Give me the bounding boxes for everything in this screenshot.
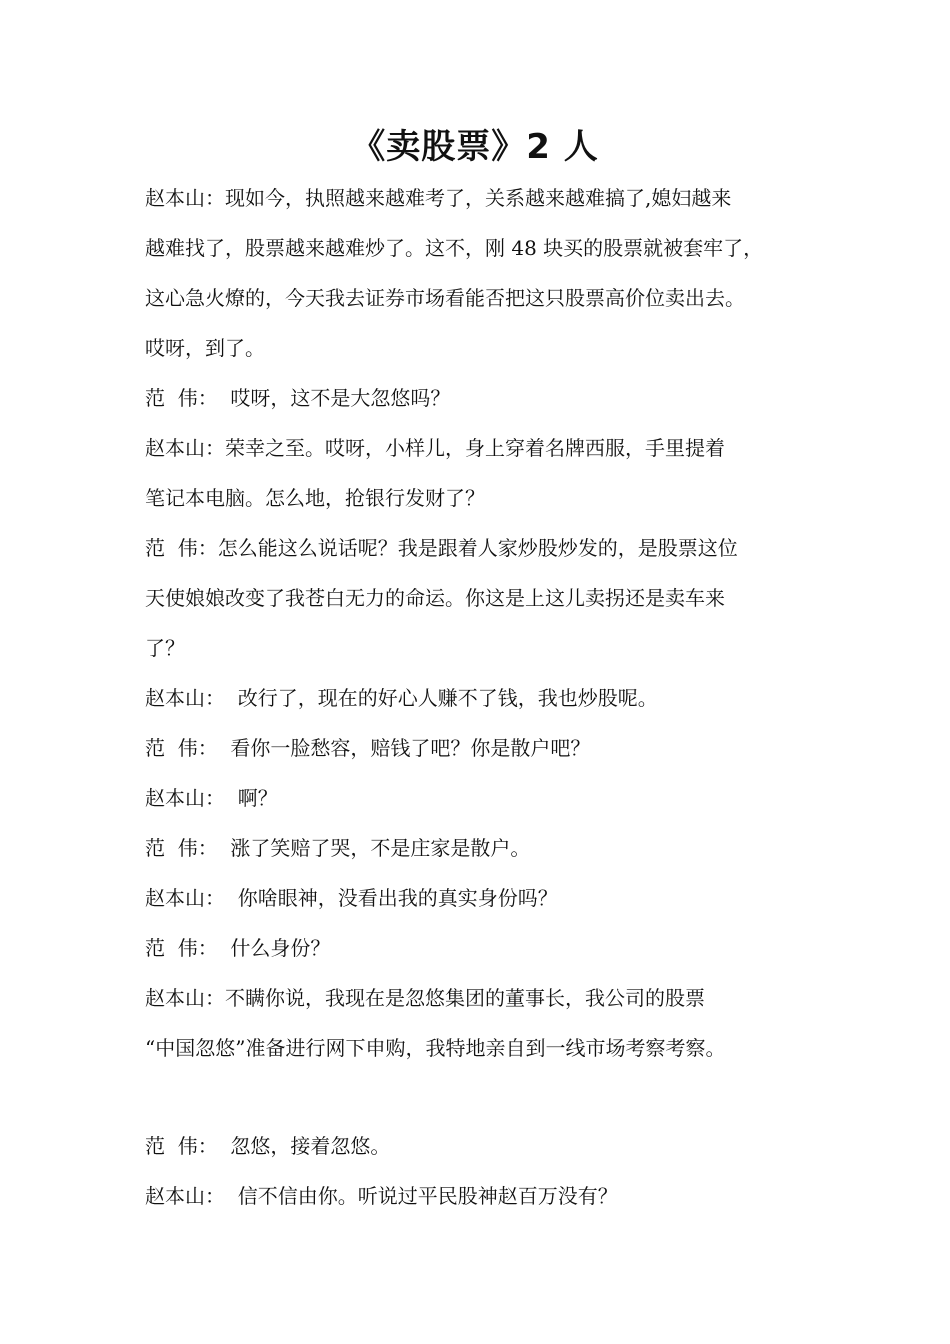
script-line: 了？ <box>145 636 185 660</box>
script-line: 哎呀，到了。 <box>145 336 265 360</box>
script-line: 越难找了，股票越来越难炒了。这不，刚 48 块买的股票就被套牢了， <box>145 236 764 260</box>
script-line: 赵本山：荣幸之至。哎呀，小样儿，身上穿着名牌西服，手里提着 <box>145 436 725 460</box>
script-line: 范 伟： 哎呀，这不是大忽悠吗？ <box>145 386 451 410</box>
script-line: 赵本山： 改行了，现在的好心人赚不了钱，我也炒股呢。 <box>145 686 658 710</box>
script-line: 笔记本电脑。怎么地，抢银行发财了？ <box>145 486 485 510</box>
script-line: “中国忽悠”准备进行网下申购，我特地亲自到一线市场考察考察。 <box>145 1036 726 1060</box>
script-line: 范 伟：怎么能这么说话呢？我是跟着人家炒股炒发的，是股票这位 <box>145 536 738 560</box>
document-title: 《卖股票》2 人 <box>351 127 599 167</box>
script-line: 赵本山： 啊？ <box>145 786 278 810</box>
script-line: 范 伟： 忽悠，接着忽悠。 <box>145 1134 391 1158</box>
script-line: 范 伟： 什么身份？ <box>145 936 331 960</box>
script-line: 范 伟： 涨了笑赔了哭，不是庄家是散户。 <box>145 836 531 860</box>
script-line: 赵本山： 你啥眼神，没看出我的真实身份吗？ <box>145 886 558 910</box>
script-line: 这心急火燎的，今天我去证券市场看能否把这只股票高价位卖出去。 <box>145 286 745 310</box>
script-line: 赵本山：不瞒你说，我现在是忽悠集团的董事长，我公司的股票 <box>145 986 705 1010</box>
script-line: 赵本山：现如今，执照越来越难考了，关系越来越难搞了,媳妇越来 <box>145 186 732 210</box>
script-line: 范 伟： 看你一脸愁容，赔钱了吧？你是散户吧？ <box>145 736 591 760</box>
script-line: 天使娘娘改变了我苍白无力的命运。你这是上这儿卖拐还是卖车来 <box>145 586 725 610</box>
script-line: 赵本山： 信不信由你。听说过平民股神赵百万没有？ <box>145 1184 618 1208</box>
